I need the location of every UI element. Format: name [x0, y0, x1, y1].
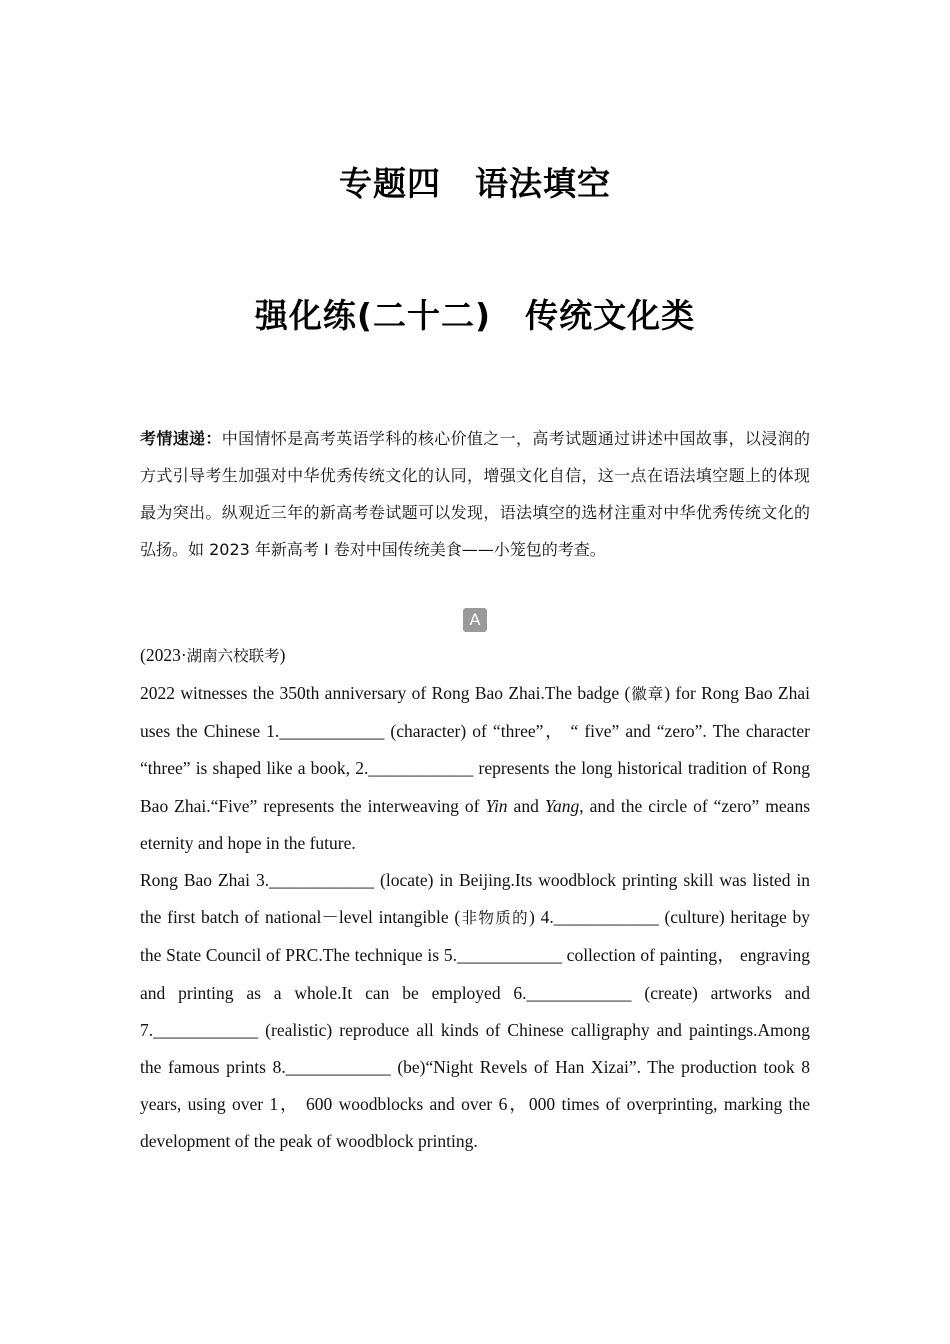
intro-paragraph — [140, 420, 810, 568]
blank-3[interactable]: ____________ — [269, 870, 375, 891]
passage-italic-yin: Yin — [485, 795, 508, 816]
passage-gloss: 非物质的 — [460, 909, 529, 928]
passage-text: (character) of “three”， “ five” and “zero”. The character “three” is shaped like a book, 2. — [140, 721, 810, 779]
passage-paragraph-1 — [140, 675, 810, 862]
passage-text: ) for Rong Bao Zhai uses the Chinese 1. — [140, 683, 810, 742]
passage-text: (be)“Night Revels of Han Xizai”. The production took 8 years, using over 1， 600 woodblocks and over 6，000 times of overprinting, marking the development of the peak of woodblock printing. — [140, 1057, 810, 1152]
intro-text: 中国情怀是高考英语学科的核心价值之一，高考试题通过讲述中国故事，以浸润的方式引导考生加强对中华优秀传统文化的认同，增强文化自信，这一点在语法填空题上的体现最为突出。纵观近三年的新高考卷试题可以发现，语法填空的选材注重对中华优秀传统文化的弘扬。如 2023 年新高考 I 卷对中国传统美食——小笼包的考查。 — [140, 429, 810, 559]
intro-label: 考情速递： — [140, 429, 222, 448]
source-open: (2023· — [140, 645, 187, 665]
section-badge: A — [463, 608, 487, 632]
passage-text: represents the long historical tradition of Rong Bao Zhai.“Five” represents the interweaving of — [140, 758, 810, 816]
passage-text: (realistic) reproduce all kinds of Chinese calligraphy and paintings.Among the famous prints 8. — [140, 1019, 810, 1078]
passage-text: (create) artworks and 7. — [140, 982, 810, 1040]
blank-2[interactable]: ____________ — [368, 758, 474, 779]
passage-paragraph-2 — [140, 862, 810, 1161]
passage-text: (culture) heritage by the State Council of PRC.The technique is 5. — [140, 907, 811, 966]
passage-italic-yang: Yang — [544, 795, 580, 816]
passage-text: collection of painting， engraving and printing as a whole.It can be employed 6. — [140, 945, 810, 1003]
blank-7[interactable]: ____________ — [153, 1019, 259, 1040]
passage-text: (locate) in Beijing.Its woodblock printing skill was listed in the first batch of national－level intangible ( — [140, 870, 811, 928]
blank-8[interactable]: ____________ — [285, 1057, 391, 1078]
passage-text: ) 4. — [529, 907, 554, 928]
source-name: 湖南六校联考 — [186, 647, 280, 665]
passage-gloss: 徽章 — [630, 685, 665, 703]
blank-6[interactable]: ____________ — [526, 982, 632, 1003]
passage-text: Rong Bao Zhai 3. — [140, 870, 270, 891]
topic-title: 专题四 语法填空 — [339, 164, 611, 203]
passage-source — [140, 643, 810, 668]
passage-text: 2022 witnesses the 350th anniversary of Rong Bao Zhai.The badge ( — [140, 683, 631, 703]
passage-text: , and the circle of “zero” means eternity and hope in the future. — [140, 795, 810, 853]
blank-1[interactable]: ____________ — [279, 721, 385, 742]
exercise-title: 强化练(二十二) 传统文化类 — [254, 296, 696, 335]
blank-4[interactable]: ____________ — [553, 907, 659, 928]
source-close: ) — [279, 645, 286, 665]
blank-5[interactable]: ____________ — [456, 945, 562, 966]
passage — [140, 675, 810, 1161]
passage-text: and — [507, 795, 545, 816]
